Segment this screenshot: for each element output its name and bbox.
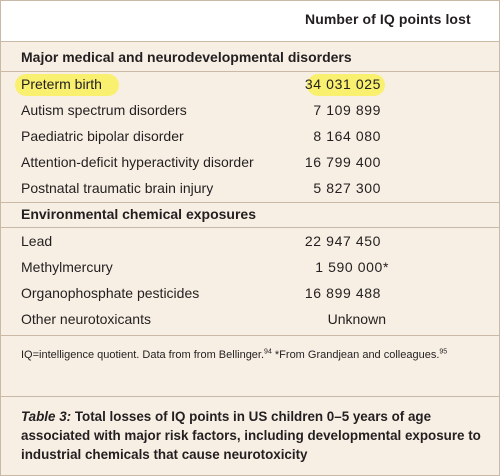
table-caption xyxy=(21,407,491,464)
footnote-ref-b: 95 xyxy=(439,348,448,356)
row-label-bipolar: Paediatric bipolar disorder xyxy=(21,128,184,144)
table-bottom-rule xyxy=(1,335,499,336)
row-value-other-neurotoxicants: Unknown xyxy=(327,311,386,327)
row-value-adhd: 16 799 400 xyxy=(304,154,381,170)
section-rule-medical xyxy=(1,71,499,72)
row-label-organophosphate: Organophosphate pesticides xyxy=(21,285,200,301)
section-rule-top-environmental xyxy=(1,202,499,203)
row-value-lead: 22 947 450 xyxy=(304,233,381,249)
table-footnote xyxy=(21,347,481,364)
table-header xyxy=(1,1,499,41)
row-label-adhd: Attention-deficit hyperactivity disorder xyxy=(21,154,254,170)
footnote-text-a: IQ=intelligence quotient. Data from from Bellinger. xyxy=(21,349,265,361)
footnote-text-b: *From Grandjean and colleagues. xyxy=(271,349,440,361)
row-label-other-neurotoxicants: Other neurotoxicants xyxy=(21,311,151,327)
footnote-ref-a: 94 xyxy=(264,348,272,356)
row-value-organophosphate: 16 899 488 xyxy=(304,285,381,301)
column-header-iq-points-lost: Number of IQ points lost xyxy=(305,11,471,27)
row-value-bipolar: 8 164 080 xyxy=(313,128,381,144)
section-rule-environmental xyxy=(1,227,499,228)
row-label-lead: Lead xyxy=(21,233,53,249)
row-label-methylmercury: Methylmercury xyxy=(21,259,113,275)
caption-rule xyxy=(1,396,499,397)
header-rule xyxy=(1,41,499,42)
row-value-brain-injury: 5 827 300 xyxy=(313,180,381,196)
row-label-preterm-birth: Preterm birth xyxy=(21,76,102,92)
row-value-methylmercury: 1 590 000* xyxy=(315,259,389,275)
row-label-autism: Autism spectrum disorders xyxy=(21,102,187,118)
row-value-autism: 7 109 899 xyxy=(313,102,381,118)
caption-table-label: Table 3: xyxy=(21,409,72,424)
row-value-preterm-birth: 34 031 025 xyxy=(304,76,381,92)
row-label-brain-injury: Postnatal traumatic brain injury xyxy=(21,180,214,196)
caption-text: Total losses of IQ points in US children 0–5 years of age associated with major risk factors, including developmental exposure to industrial chemicals that cause neurotoxicity xyxy=(21,409,481,462)
section-title-medical: Major medical and neurodevelopmental disorders xyxy=(21,49,352,65)
section-title-environmental: Environmental chemical exposures xyxy=(21,206,256,222)
